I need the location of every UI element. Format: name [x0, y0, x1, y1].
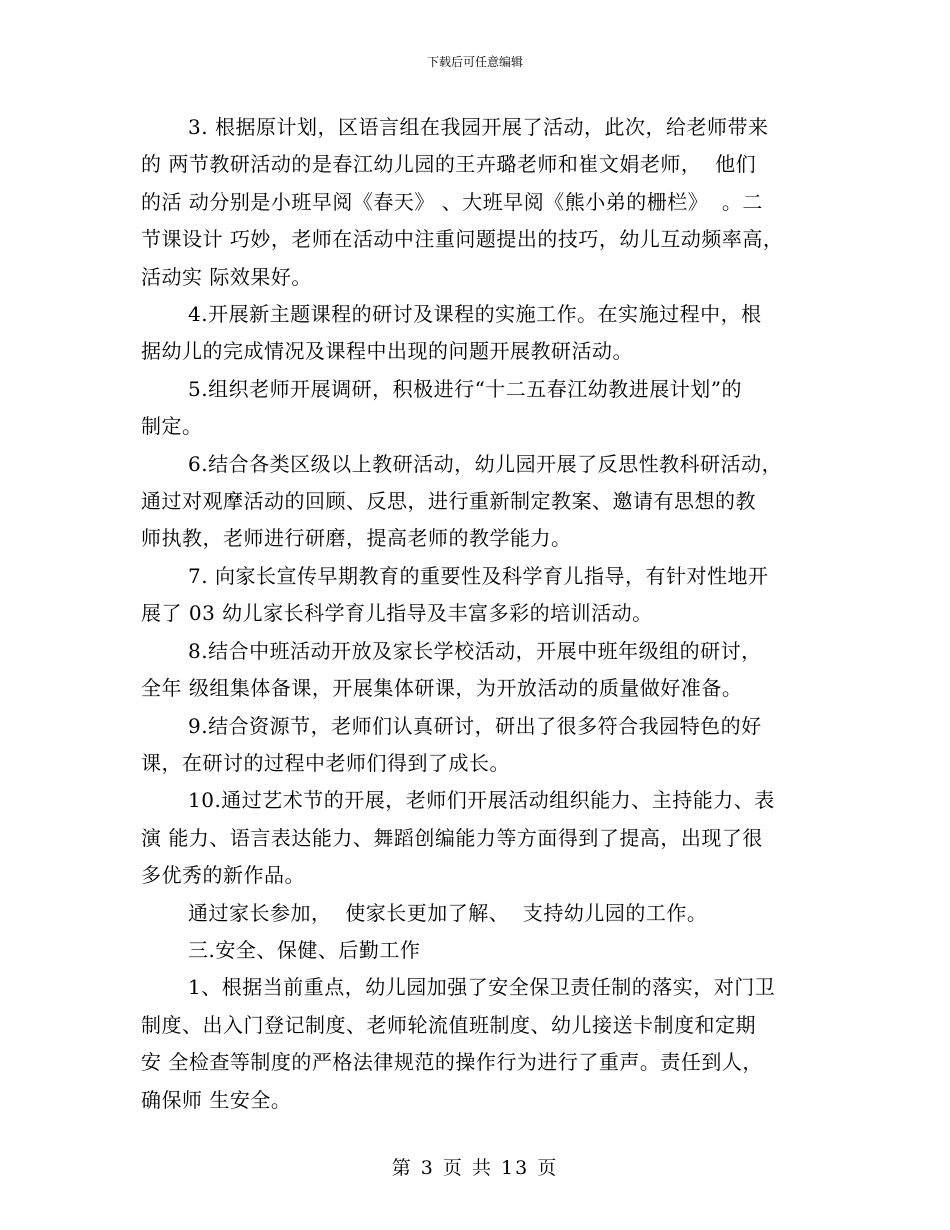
- text-line: 3. 根据原计划，区语言组在我园开展了活动，此次，给老师带来: [188, 115, 769, 139]
- text-line: 1、根据当前重点，幼儿园加强了安全保卫责任制的落实，对门卫: [188, 975, 776, 1000]
- section-heading-safety: [141, 932, 813, 969]
- page-header: 下载后可任意编辑: [426, 55, 523, 69]
- text-line: 通过对观摩活动的回顾、反思，进行重新制定教案、邀请有思想的教: [141, 489, 756, 514]
- text-line: 节课设计 巧妙，老师在活动中注重问题提出的技巧，幼儿互动频率高，: [141, 227, 784, 252]
- text-line: 7. 向家长宣传早期教育的重要性及科学育儿指导，有针对性地开: [188, 563, 769, 588]
- text-line: 制定。: [141, 414, 203, 439]
- text-line: 确保师 生安全。: [141, 1087, 292, 1112]
- paragraph-activity-7: [141, 558, 813, 633]
- text-line: 多优秀的新作品。: [141, 863, 305, 888]
- text-line: 5.组织老师开展调研，积极进行“十二五春江幼教进展计划”的: [188, 376, 743, 401]
- text-line: 的 两节教研活动的是春江幼儿园的王卉璐老师和崔文娟老师， 他们: [141, 152, 757, 177]
- text-line: 师执教，老师进行研磨，提高老师的教学能力。: [141, 526, 572, 551]
- text-line: 演 能力、语言表达能力、舞蹈创编能力等方面得到了提高，出现了很: [141, 825, 763, 850]
- text-line: 安 全检查等制度的严格法律规范的操作行为进行了重声。责任到人，: [141, 1050, 763, 1075]
- paragraph-activity-5: [141, 371, 813, 446]
- text-line: 8.结合中班活动开放及家长学校活动，开展中班年级组的研讨，: [188, 638, 762, 663]
- paragraph-safety-1: [141, 969, 813, 1119]
- text-line: 活动实 际效果好。: [141, 264, 312, 289]
- document-body: [141, 109, 813, 1119]
- text-line: 6.结合各类区级以上教研活动，幼儿园开展了反思性教科研活动，: [188, 451, 783, 476]
- text-line: 4.开展新主题课程的研讨及课程的实施工作。在实施过程中，根: [188, 302, 762, 327]
- paragraph-activity-6: [141, 446, 813, 558]
- paragraph-activity-4: [141, 296, 813, 371]
- paragraph-parent-participation: [141, 895, 813, 932]
- text-line: 三.安全、保健、后勤工作: [188, 937, 421, 962]
- paragraph-activity-3: [141, 109, 813, 296]
- text-line: 据幼儿的完成情况及课程中出现的问题开展教研活动。: [141, 339, 633, 364]
- text-line: 全年 级组集体备课，开展集体研课，为开放活动的质量做好准备。: [141, 676, 743, 701]
- paragraph-activity-8: [141, 633, 813, 708]
- text-line: 通过家长参加， 使家长更加了解、 支持幼儿园的工作。: [188, 900, 708, 925]
- text-line: 的活 动分别是小班早阅《春天》 、大班早阅《熊小弟的栅栏》 。二: [141, 189, 763, 214]
- text-line: 课，在研讨的过程中老师们得到了成长。: [141, 750, 510, 775]
- paragraph-activity-9: [141, 708, 813, 783]
- text-line: 9.结合资源节，老师们认真研讨，研出了很多符合我园特色的好: [188, 713, 762, 738]
- text-line: 10.通过艺术节的开展，老师们开展活动组织能力、主持能力、表: [188, 788, 775, 813]
- text-line: 制度、出入门登记制度、老师轮流值班制度、幼儿接送卡制度和定期: [141, 1012, 756, 1037]
- text-line: 展了 03 幼儿家长科学育儿指导及丰富多彩的培训活动。: [141, 601, 653, 626]
- page-number-footer: 第 3 页 共 13 页: [391, 1157, 559, 1179]
- paragraph-activity-10: [141, 782, 813, 894]
